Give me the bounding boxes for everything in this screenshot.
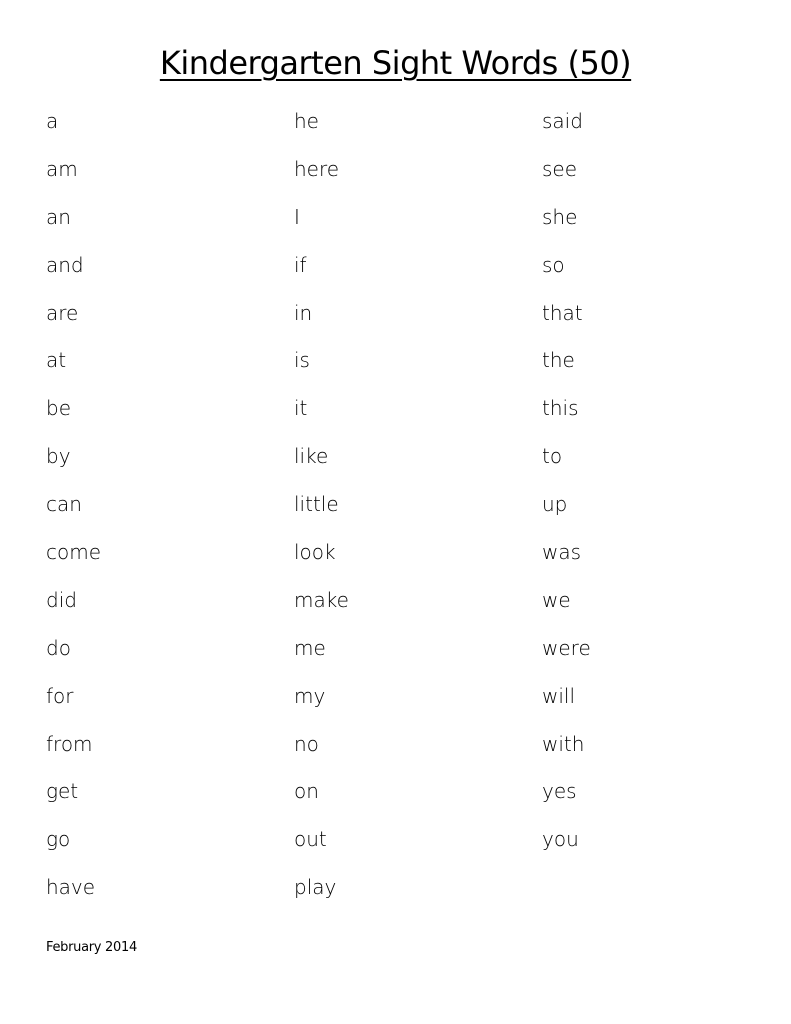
sight-word: no — [294, 731, 319, 756]
sight-word: it — [294, 396, 308, 421]
sight-word: were — [542, 635, 591, 660]
sight-word: me — [294, 635, 326, 660]
sight-word: in — [294, 300, 313, 325]
sight-word: on — [294, 779, 319, 804]
page-title — [0, 44, 791, 82]
sight-word: is — [294, 348, 310, 373]
sight-word: little — [294, 492, 339, 517]
sight-word: an — [46, 204, 71, 229]
sight-word: that — [542, 300, 583, 325]
sight-word: out — [294, 827, 327, 852]
sight-word: be — [46, 396, 71, 421]
sight-word: the — [542, 348, 575, 373]
sight-word: will — [542, 683, 576, 708]
sight-word: for — [46, 683, 74, 708]
sight-word: make — [294, 587, 349, 612]
sight-word: play — [294, 875, 337, 900]
sight-word: at — [46, 348, 67, 373]
sight-word: like — [294, 444, 329, 469]
sight-word: she — [542, 204, 578, 229]
sight-word: have — [46, 875, 96, 900]
sight-word: said — [542, 109, 583, 133]
sight-word: see — [542, 156, 578, 181]
sight-word: yes — [542, 779, 577, 804]
sight-word: to — [542, 444, 563, 469]
sight-word: go — [46, 827, 71, 852]
sight-word: we — [542, 587, 571, 612]
sight-word: by — [46, 444, 71, 469]
word-column-3 — [542, 108, 591, 874]
sight-word: with — [542, 731, 585, 756]
sight-word: are — [46, 300, 79, 325]
sight-word: did — [46, 587, 77, 612]
sight-word: my — [294, 683, 326, 708]
sight-word: I — [294, 204, 300, 229]
sight-word: look — [294, 540, 336, 565]
sight-word: from — [46, 731, 93, 756]
sight-word: up — [542, 492, 568, 517]
sight-word: a — [46, 109, 59, 133]
word-column-1 — [46, 108, 101, 922]
sight-word: here — [294, 156, 340, 181]
sight-word: am — [46, 156, 78, 181]
sight-word: you — [542, 827, 579, 852]
sight-word: do — [46, 635, 71, 660]
sight-word: he — [294, 109, 319, 133]
page-title-text: Kindergarten Sight Words (50) — [159, 44, 632, 82]
sight-word: was — [542, 540, 582, 565]
sight-word: so — [542, 252, 565, 277]
sight-word: can — [46, 492, 82, 517]
word-column-2 — [294, 108, 349, 922]
sight-word: and — [46, 252, 84, 277]
sight-word: come — [46, 540, 102, 565]
footer-date: February 2014 — [46, 940, 137, 955]
sight-word: this — [542, 396, 579, 421]
sight-word: if — [294, 252, 307, 277]
sight-word: get — [46, 779, 79, 804]
